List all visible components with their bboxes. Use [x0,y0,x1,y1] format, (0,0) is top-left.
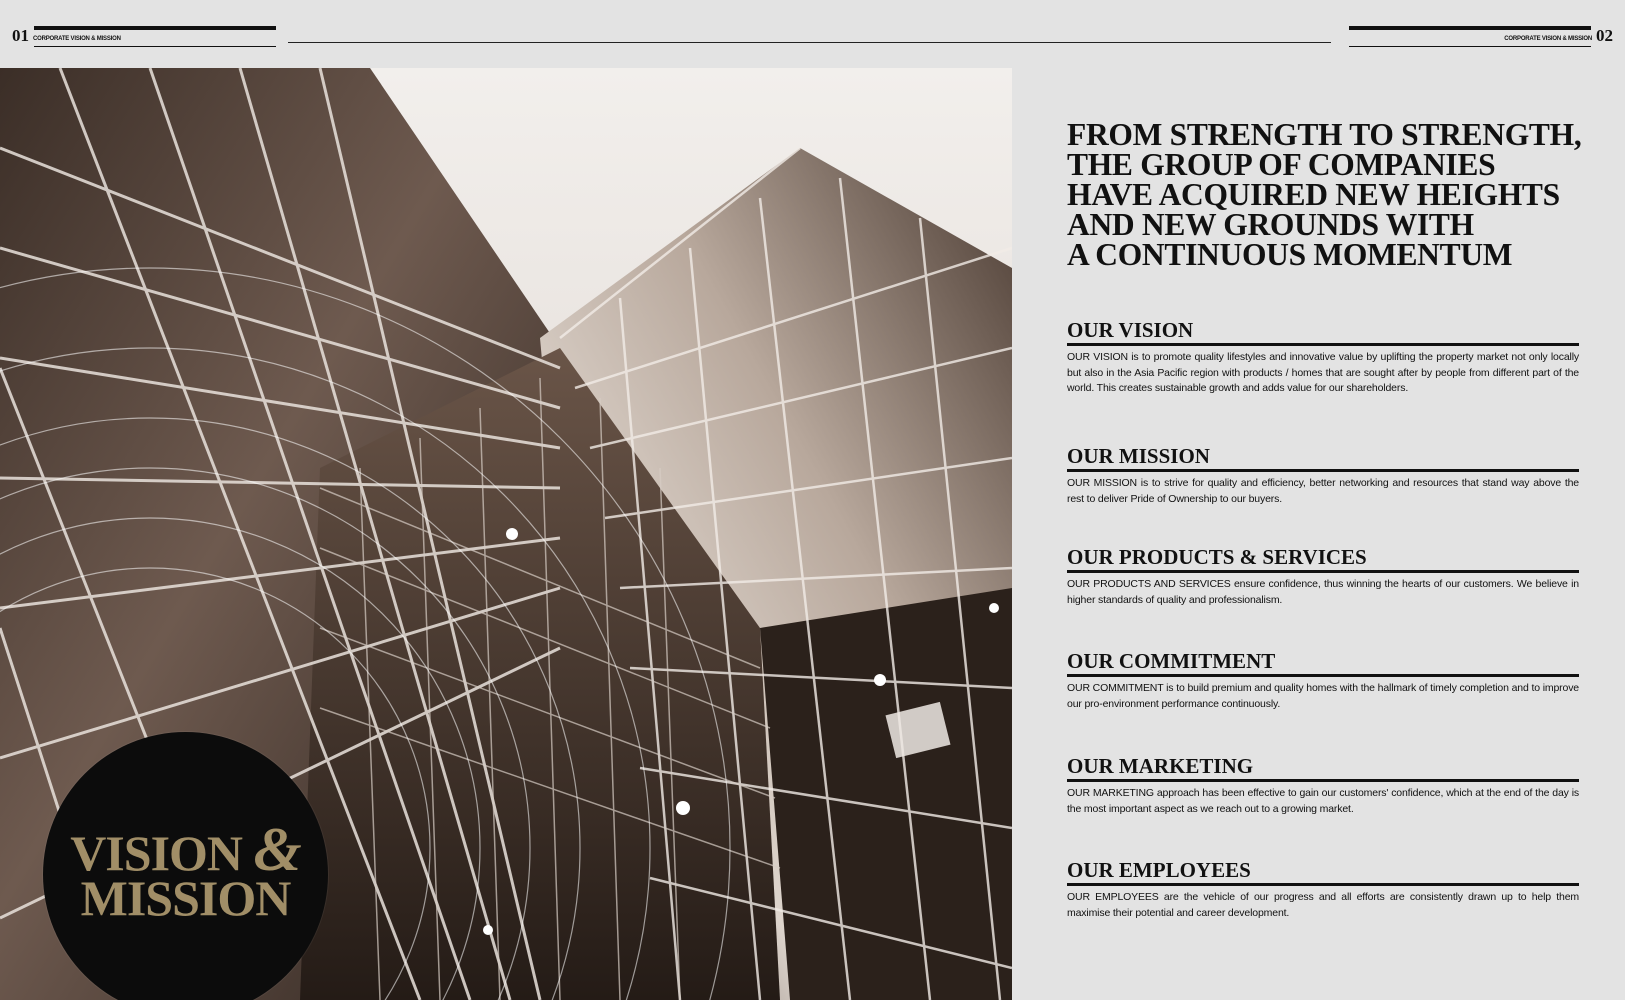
header-underline [34,46,276,47]
headline [1067,117,1582,272]
header-underline [1349,46,1591,47]
section-mission [1067,444,1579,507]
badge-mission-word: MISSION [80,870,291,926]
left-page-header [12,26,276,47]
headline-line: FROM STRENGTH TO STRENGTH, [1067,117,1582,152]
section-body: OUR EMPLOYEES are the vehicle of our progress and all efforts are consistently drawn up to help them maximise their potential and career development. [1067,891,1579,919]
section-rule [1067,343,1579,346]
section-rule [1067,883,1579,886]
section-title: OUR VISION [1067,318,1194,342]
section-products-services [1067,545,1579,608]
section-commitment [1067,649,1579,712]
section-title: OUR MISSION [1067,444,1210,468]
header-divider [288,42,1331,43]
page-header [0,0,1625,68]
section-title: OUR COMMITMENT [1067,649,1276,673]
right-page-header [1349,26,1613,47]
section-body: OUR MISSION is to strive for quality and efficiency, better networking and resources that stand way above the rest to deliver Pride of Ownership to our buyers. [1067,477,1579,505]
right-page-number: 02 [1596,26,1613,45]
section-body: OUR VISION is to promote quality lifestyles and innovative value by uplifting the property market not only locally but also in the Asia Pacific region with products / homes that are sought after by people from different part of the world. This creates sustainable growth and adds value for our shareholders. [1067,351,1579,394]
section-body: OUR MARKETING approach has been effective to gain our customers' confidence, which at the end of the day is the most important aspect as we reach out to a growing market. [1067,787,1579,815]
section-rule [1067,779,1579,782]
section-title: OUR EMPLOYEES [1067,858,1251,882]
headline-line: HAVE ACQUIRED NEW HEIGHTS [1067,177,1560,212]
headline-line: THE GROUP OF COMPANIES [1067,147,1496,182]
section-marketing [1067,754,1579,817]
right-section-label: CORPORATE VISION & MISSION [1504,36,1592,42]
section-rule [1067,674,1579,677]
section-vision [1067,318,1579,397]
left-page-number: 01 [12,26,29,45]
section-title: OUR PRODUCTS & SERVICES [1067,545,1367,569]
text-column [1067,117,1582,919]
section-body: OUR COMMITMENT is to build premium and quality homes with the hallmark of timely completion and to improve our pro-environment performance continuously. [1067,682,1579,710]
badge-ampersand: & [253,816,301,884]
headline-line: AND NEW GROUNDS WITH [1067,207,1474,242]
section-title: OUR MARKETING [1067,754,1254,778]
vision-mission-badge [43,732,328,1000]
section-body: OUR PRODUCTS AND SERVICES ensure confidence, thus winning the hearts of our customers. We believe in higher standards of quality and professionalism. [1067,578,1579,606]
badge-title [43,816,328,926]
section-rule [1067,570,1579,573]
building-photo [0,68,1012,1000]
headline-line: A CONTINUOUS MOMENTUM [1067,237,1513,272]
left-section-label: CORPORATE VISION & MISSION [33,36,121,42]
section-employees [1067,858,1579,921]
badge-vision-word: VISION [70,825,243,881]
section-rule [1067,469,1579,472]
